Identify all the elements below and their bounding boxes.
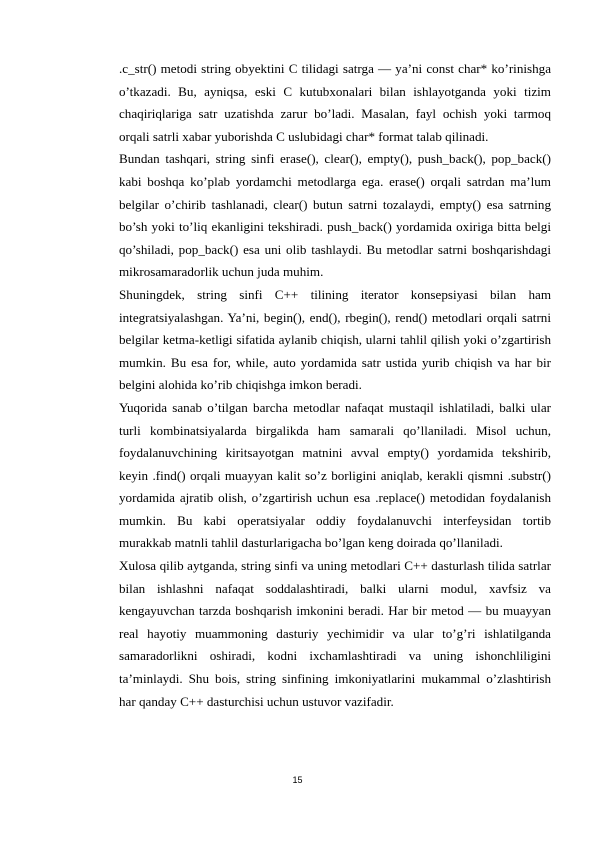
body-text xyxy=(119,58,551,713)
paragraph-helper-methods: Bundan tashqari, string sinfi erase(), clear(), empty(), push_back(), pop_back() kabi boshqa ko’plab yordamchi metodlarga ega. erase() orqali satrdan ma’lum belgilar o’chirib tashlanadi, clear() butun satrni tozalaydi, empty() esa satrning bo’sh yoki to’liq ekanligini tekshiradi. push_back() yordamida oxiriga bitta belgi qo’shiladi, pop_back() esa uni olib tashlaydi. Bu metodlar satrni boshqarishdagi mikrosamaradorlik uchun juda muhim. xyxy=(119,151,551,280)
page-number: 15 xyxy=(292,775,303,785)
paragraph-iterators: Shuningdek, string sinfi C++ tilining iterator konsepsiyasi bilan ham integratsiyalashgan. Ya’ni, begin(), end(), rbegin(), rend() metodlari orqali satrni belgilar ketma-ketligi sifatida aylanib chiqish, ularni tahlil qilish yoki o’zgartirish mumkin. Bu esa for, while, auto yordamida satr ustida yurib chiqish va har bir belgini alohida ko’rib chiqishga imkon beradi. xyxy=(119,286,551,393)
paragraph-c-str: .c_str() metodi string obyektini C tilidagi satrga — ya’ni const char* ko’rinishga o’tkazadi. Bu, ayniqsa, eski C kutubxonalari bilan ishlayotganda yoki tizim chaqiriqlariga satr uzatishda zarur bo’ladi. Masalan, fayl ochish yoki tarmoq orqali satrli xabar yuborishda C uslubidagi char* format talab qilinadi. xyxy=(119,61,551,144)
paragraph-conclusion: Xulosa qilib aytganda, string sinfi va uning metodlari C++ dasturlash tilida satrlar bilan ishlashni nafaqat soddalashtiradi, balki ularni modul, xavfsiz va kengayuvchan tarzda boshqarish imkonini beradi. Har bir metod — bu muayyan real hayotiy muammoning dasturiy yechimidir va ular to’g’ri ishlatilganda samaradorlikni oshiradi, kodni ixchamlashtiradi va uning ishonchliligini ta’minlaydi. Shu bois, string sinfining imkoniyatlarini mukammal o’zlashtirish har qanday C++ dasturchisi uchun ustuvor vazifadir. xyxy=(119,558,551,709)
paragraph-combinations: Yuqorida sanab o’tilgan barcha metodlar nafaqat mustaqil ishlatiladi, balki ular turli kombinatsiyalarda birgalikda ham samarali qo’llaniladi. Misol uchun, foydalanuvchining kiritsayotgan matnini avval empty() yordamida tekshirib, keyin .find() orqali muayyan kalit so’z borligini aniqlab, kerakli qismni .substr() yordamida ajratib olish, o’zgartirish uchun esa .replace() metodidan foydalanish mumkin. Bu kabi operatsiyalar oddiy foydalanuvchi interfeysidan tortib murakkab matnli tahlil dasturlarigacha bo’lgan keng doirada qo’llaniladi. xyxy=(119,399,551,551)
